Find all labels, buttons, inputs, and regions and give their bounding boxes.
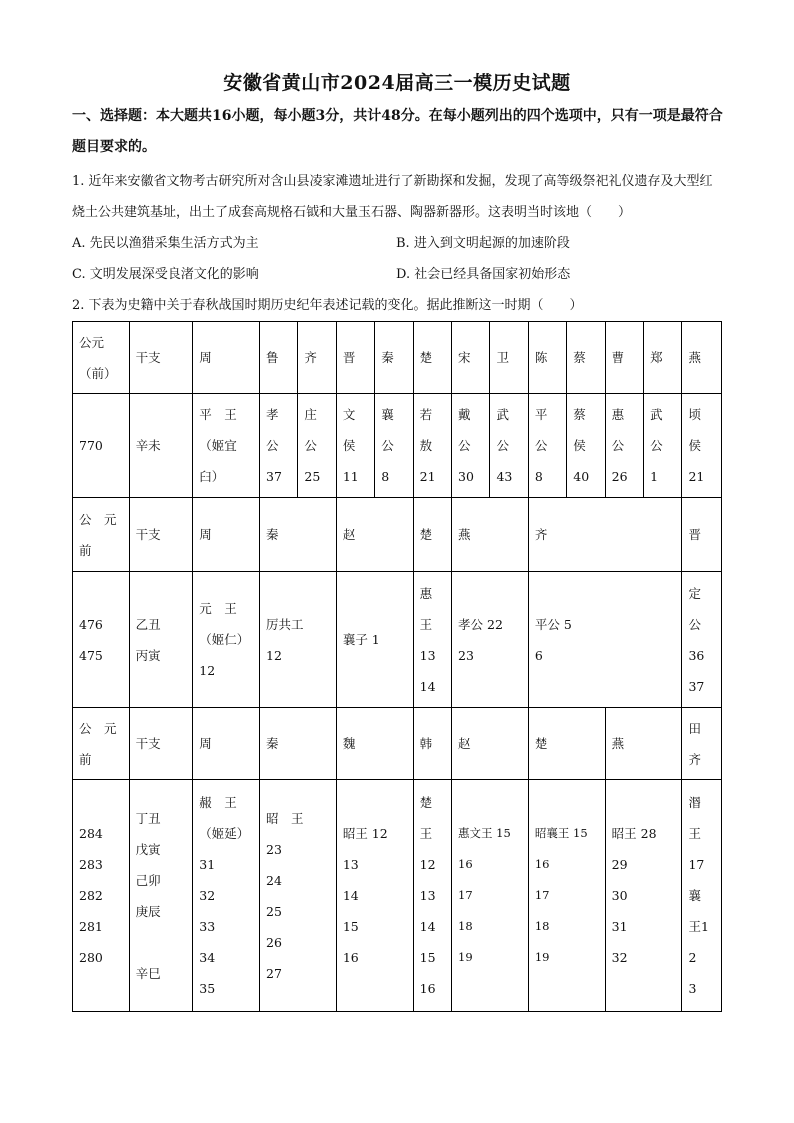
table-cell: 孝 公 37 <box>260 394 298 498</box>
table-cell: 干支 <box>129 708 193 780</box>
table-cell: 秦 <box>375 322 413 394</box>
section-heading: 一、选择题：本大题共16小题，每小题3分，共计48分。在每小题列出的四个选项中，只有一项是最符合题目要求的。 <box>72 108 723 155</box>
table-cell: 284 283 282 281 280 <box>73 780 130 1012</box>
table-cell: 平公 5 6 <box>528 572 682 708</box>
table-cell: 周 <box>193 498 260 572</box>
table-cell: 曹 <box>605 322 643 394</box>
question-2-stem: 2. 下表为史籍中关于春秋战国时期历史纪年表述记载的变化。据此推断这一时期（ ） <box>72 298 583 313</box>
table-cell: 宋 <box>452 322 490 394</box>
table-cell: 襄 公 8 <box>375 394 413 498</box>
table-cell: 厉共工 12 <box>260 572 337 708</box>
table-cell: 襄子 1 <box>336 572 413 708</box>
table-cell: 文 侯 11 <box>336 394 374 498</box>
table-cell: 齐 <box>298 322 336 394</box>
table-cell: 齐 <box>528 498 682 572</box>
table-cell: 乙丑 丙寅 <box>129 572 193 708</box>
table-cell: 770 <box>73 394 130 498</box>
table-cell: 燕 <box>682 322 722 394</box>
table-cell: 丁丑 戊寅 己卯 庚辰 辛巳 <box>129 780 193 1012</box>
q1-option-b[interactable]: B. 进入到文明起源的加速阶段 <box>396 236 570 251</box>
chronology-table <box>72 321 722 1012</box>
table-cell: 干支 <box>129 498 193 572</box>
table-cell: 昭王 12 13 14 15 16 <box>336 780 413 1012</box>
table-cell: 若 敖 21 <box>413 394 451 498</box>
table-cell: 昭王 28 29 30 31 32 <box>605 780 682 1012</box>
table-cell: 燕 <box>452 498 529 572</box>
table-row <box>73 394 722 498</box>
table-cell: 干支 <box>129 322 193 394</box>
table-cell: 赵 <box>452 708 529 780</box>
table-cell: 秦 <box>260 708 337 780</box>
table-cell: 公 元 前 <box>73 498 130 572</box>
table-cell: 楚 王 12 13 14 15 16 <box>413 780 451 1012</box>
table-cell: 庄 公 25 <box>298 394 336 498</box>
table-row <box>73 498 722 572</box>
table-cell: 孝公 22 23 <box>452 572 529 708</box>
table-cell: 惠 王 13 14 <box>413 572 451 708</box>
table-cell: 湣 王 17 襄 王1 2 3 <box>682 780 722 1012</box>
table-cell: 昭 王 23 24 25 26 27 <box>260 780 337 1012</box>
table-cell: 晋 <box>682 498 722 572</box>
q1-option-d[interactable]: D. 社会已经具备国家初始形态 <box>396 267 571 282</box>
table-cell: 元 王 （姬仁） 12 <box>193 572 260 708</box>
table-cell: 476 475 <box>73 572 130 708</box>
table-cell: 卫 <box>490 322 528 394</box>
table-row <box>73 322 722 394</box>
page-title: 安徽省黄山市2024届高三一模历史试题 <box>223 72 571 94</box>
table-cell: 顷 侯 21 <box>682 394 722 498</box>
table-cell: 晋 <box>336 322 374 394</box>
table-cell: 蔡 侯 40 <box>567 394 605 498</box>
table-cell: 楚 <box>413 322 451 394</box>
table-cell: 魏 <box>336 708 413 780</box>
table-row <box>73 572 722 708</box>
table-cell: 鲁 <box>260 322 298 394</box>
table-cell: 周 <box>193 708 260 780</box>
table-cell: 昭襄王 15 16 17 18 19 <box>528 780 605 1012</box>
table-cell: 韩 <box>413 708 451 780</box>
table-cell: 定 公 36 37 <box>682 572 722 708</box>
table-cell: 陈 <box>528 322 566 394</box>
table-cell: 楚 <box>528 708 605 780</box>
table-cell: 辛未 <box>129 394 193 498</box>
table-cell: 郑 <box>644 322 682 394</box>
table-cell: 蔡 <box>567 322 605 394</box>
table-cell: 平 公 8 <box>528 394 566 498</box>
table-cell: 平 王 （姬宜臼） <box>193 394 260 498</box>
table-cell: 秦 <box>260 498 337 572</box>
table-cell: 公元 （前） <box>73 322 130 394</box>
q1-option-a[interactable]: A. 先民以渔猎采集生活方式为主 <box>72 236 259 251</box>
table-cell: 武 公 43 <box>490 394 528 498</box>
question-1-stem: 1. 近年来安徽省文物考古研究所对含山县凌家滩遗址进行了新勘探和发掘，发现了高等级祭祀礼仪遗存及大型红烧土公共建筑基址，出土了成套高规格石钺和大量玉石器、陶器新器形。这表明当时该地（ ） <box>72 174 713 220</box>
q1-option-c[interactable]: C. 文明发展深受良渚文化的影响 <box>72 267 259 282</box>
table-cell: 公 元 前 <box>73 708 130 780</box>
table-cell: 惠 公 26 <box>605 394 643 498</box>
table-cell: 周 <box>193 322 260 394</box>
table-cell: 田 齐 <box>682 708 722 780</box>
table-row <box>73 780 722 1012</box>
table-cell: 武 公 1 <box>644 394 682 498</box>
table-cell: 楚 <box>413 498 451 572</box>
table-cell: 赧 王 （姬延） 31 32 33 34 35 <box>193 780 260 1012</box>
table-cell: 惠文王 15 16 17 18 19 <box>452 780 529 1012</box>
table-row <box>73 708 722 780</box>
table-cell: 赵 <box>336 498 413 572</box>
table-cell: 燕 <box>605 708 682 780</box>
table-cell: 戴 公 30 <box>452 394 490 498</box>
